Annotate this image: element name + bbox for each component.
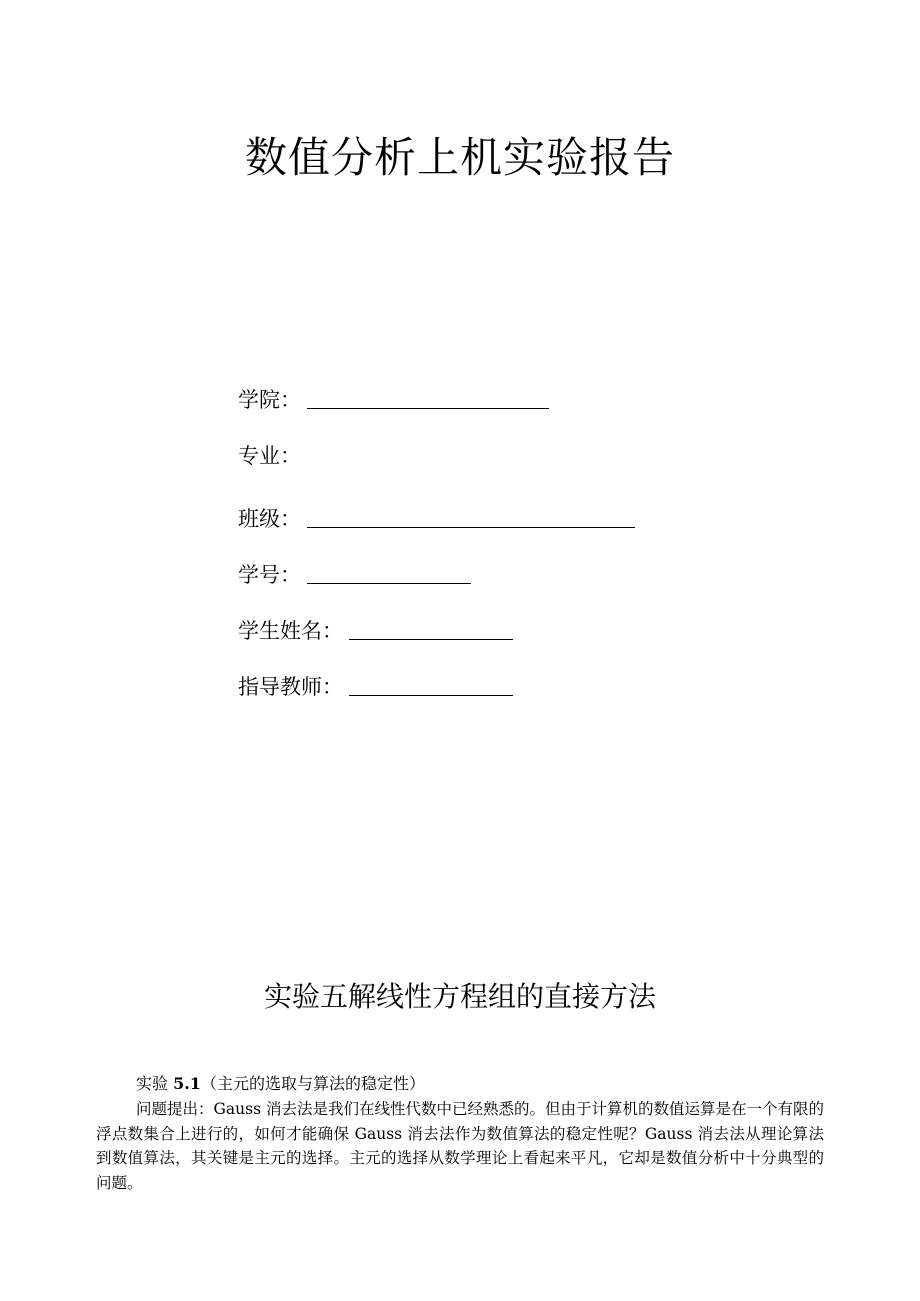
student-name-label: 学生姓名： — [238, 619, 343, 643]
experiment-title: 实验五解线性方程组的直接方法 — [263, 980, 656, 1013]
class-field — [238, 502, 635, 532]
section-topic: （主元的选取与算法的稳定性） — [200, 1074, 425, 1093]
section-number: 5.1 — [173, 1074, 201, 1093]
class-blank-line[interactable] — [307, 507, 635, 528]
student-id-label: 学号： — [238, 563, 301, 587]
advisor-label: 指导教师： — [238, 675, 343, 699]
college-blank-line[interactable] — [307, 388, 549, 409]
student-id-field — [238, 558, 471, 588]
college-field — [238, 383, 549, 413]
advisor-field — [238, 670, 513, 700]
student-id-blank-line[interactable] — [307, 563, 471, 584]
major-field — [238, 439, 301, 469]
section-prefix: 实验 — [136, 1074, 174, 1093]
college-label: 学院： — [238, 388, 301, 412]
problem-paragraph: 问题提出：Gauss 消去法是我们在线性代数中已经熟悉的。但由于计算机的数值运算是在一个有限的浮点数集合上进行的，如何才能确保 Gauss 消去法作为数值算法的稳定性呢？Gauss 消去法从理论算法到数值算法，其关键是主元的选择。主元的选择从数学理论上看起来平凡，它却是数值分析中十分典型的问题。 — [96, 1100, 824, 1192]
student-name-field — [238, 614, 513, 644]
class-label: 班级： — [238, 507, 301, 531]
section-heading — [136, 1072, 425, 1096]
report-title: 数值分析上机实验报告 — [244, 133, 675, 182]
student-name-blank-line[interactable] — [349, 619, 513, 640]
major-label: 专业： — [238, 444, 301, 468]
advisor-blank-line[interactable] — [349, 675, 513, 696]
